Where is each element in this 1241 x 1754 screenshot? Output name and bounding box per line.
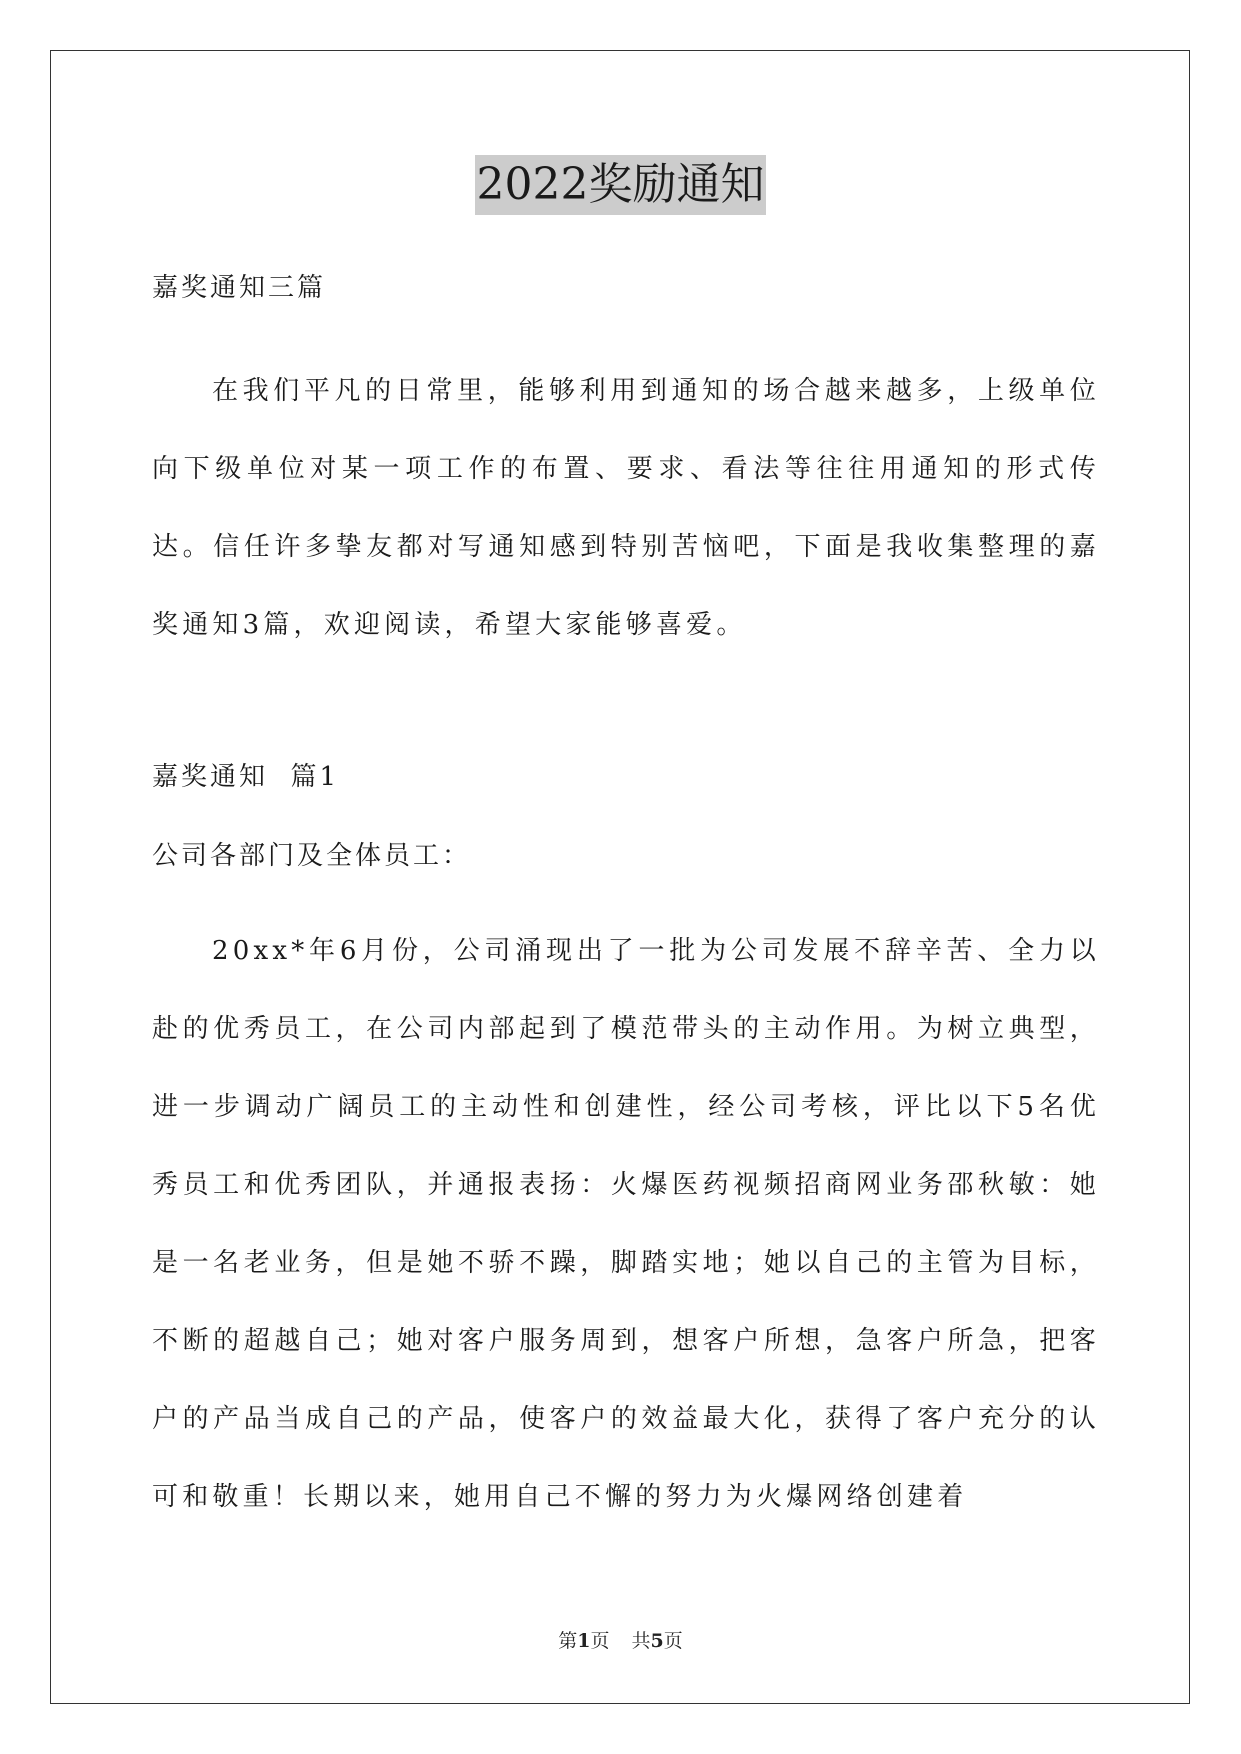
document-title-text: 2022奖励通知 [475,155,767,215]
footer-page-total: 5 [650,1630,664,1652]
footer-total-prefix: 共 [631,1630,651,1652]
body-paragraph: 20xx*年6月份，公司涌现出了一批为公司发展不辞辛苦、全力以赴的优秀员工，在公司内部起到了模范带头的主动作用。为树立典型，进一步调动广阔员工的主动性和创建性，经公司考核，评比以下5名优秀员工和优秀团队，并通报表扬：火爆医药视频招商网业务邵秋敏：她是一名老业务，但是她不骄不躁，脚踏实地；她以自己的主管为目标，不断的超越自己；她对客户服务周到，想客户所想，急客户所急，把客户的产品当成自己的产品，使客户的效益最大化，获得了客户充分的认可和敬重！长期以来，她用自己不懈的努力为火爆网络创建着 [152,936,1100,1512]
footer-page-prefix: 第 [558,1630,578,1652]
page-footer [0,1626,1241,1653]
salutation: 公司各部门及全体员工： [152,841,472,871]
document-subtitle: 嘉奖通知三篇 [152,273,327,303]
section-heading: 嘉奖通知 篇1 [152,762,340,792]
footer-page-current: 1 [577,1630,591,1652]
footer-page-suffix: 页 [590,1630,610,1652]
intro-paragraph: 在我们平凡的日常里，能够利用到通知的场合越来越多，上级单位向下级单位对某一项工作的布置、要求、看法等往往用通知的形式传达。信任许多挚友都对写通知感到特别苦恼吧，下面是我收集整理的嘉奖通知3篇，欢迎阅读，希望大家能够喜爱。 [152,376,1100,640]
document-title [0,155,1241,215]
footer-total-suffix: 页 [663,1630,683,1652]
